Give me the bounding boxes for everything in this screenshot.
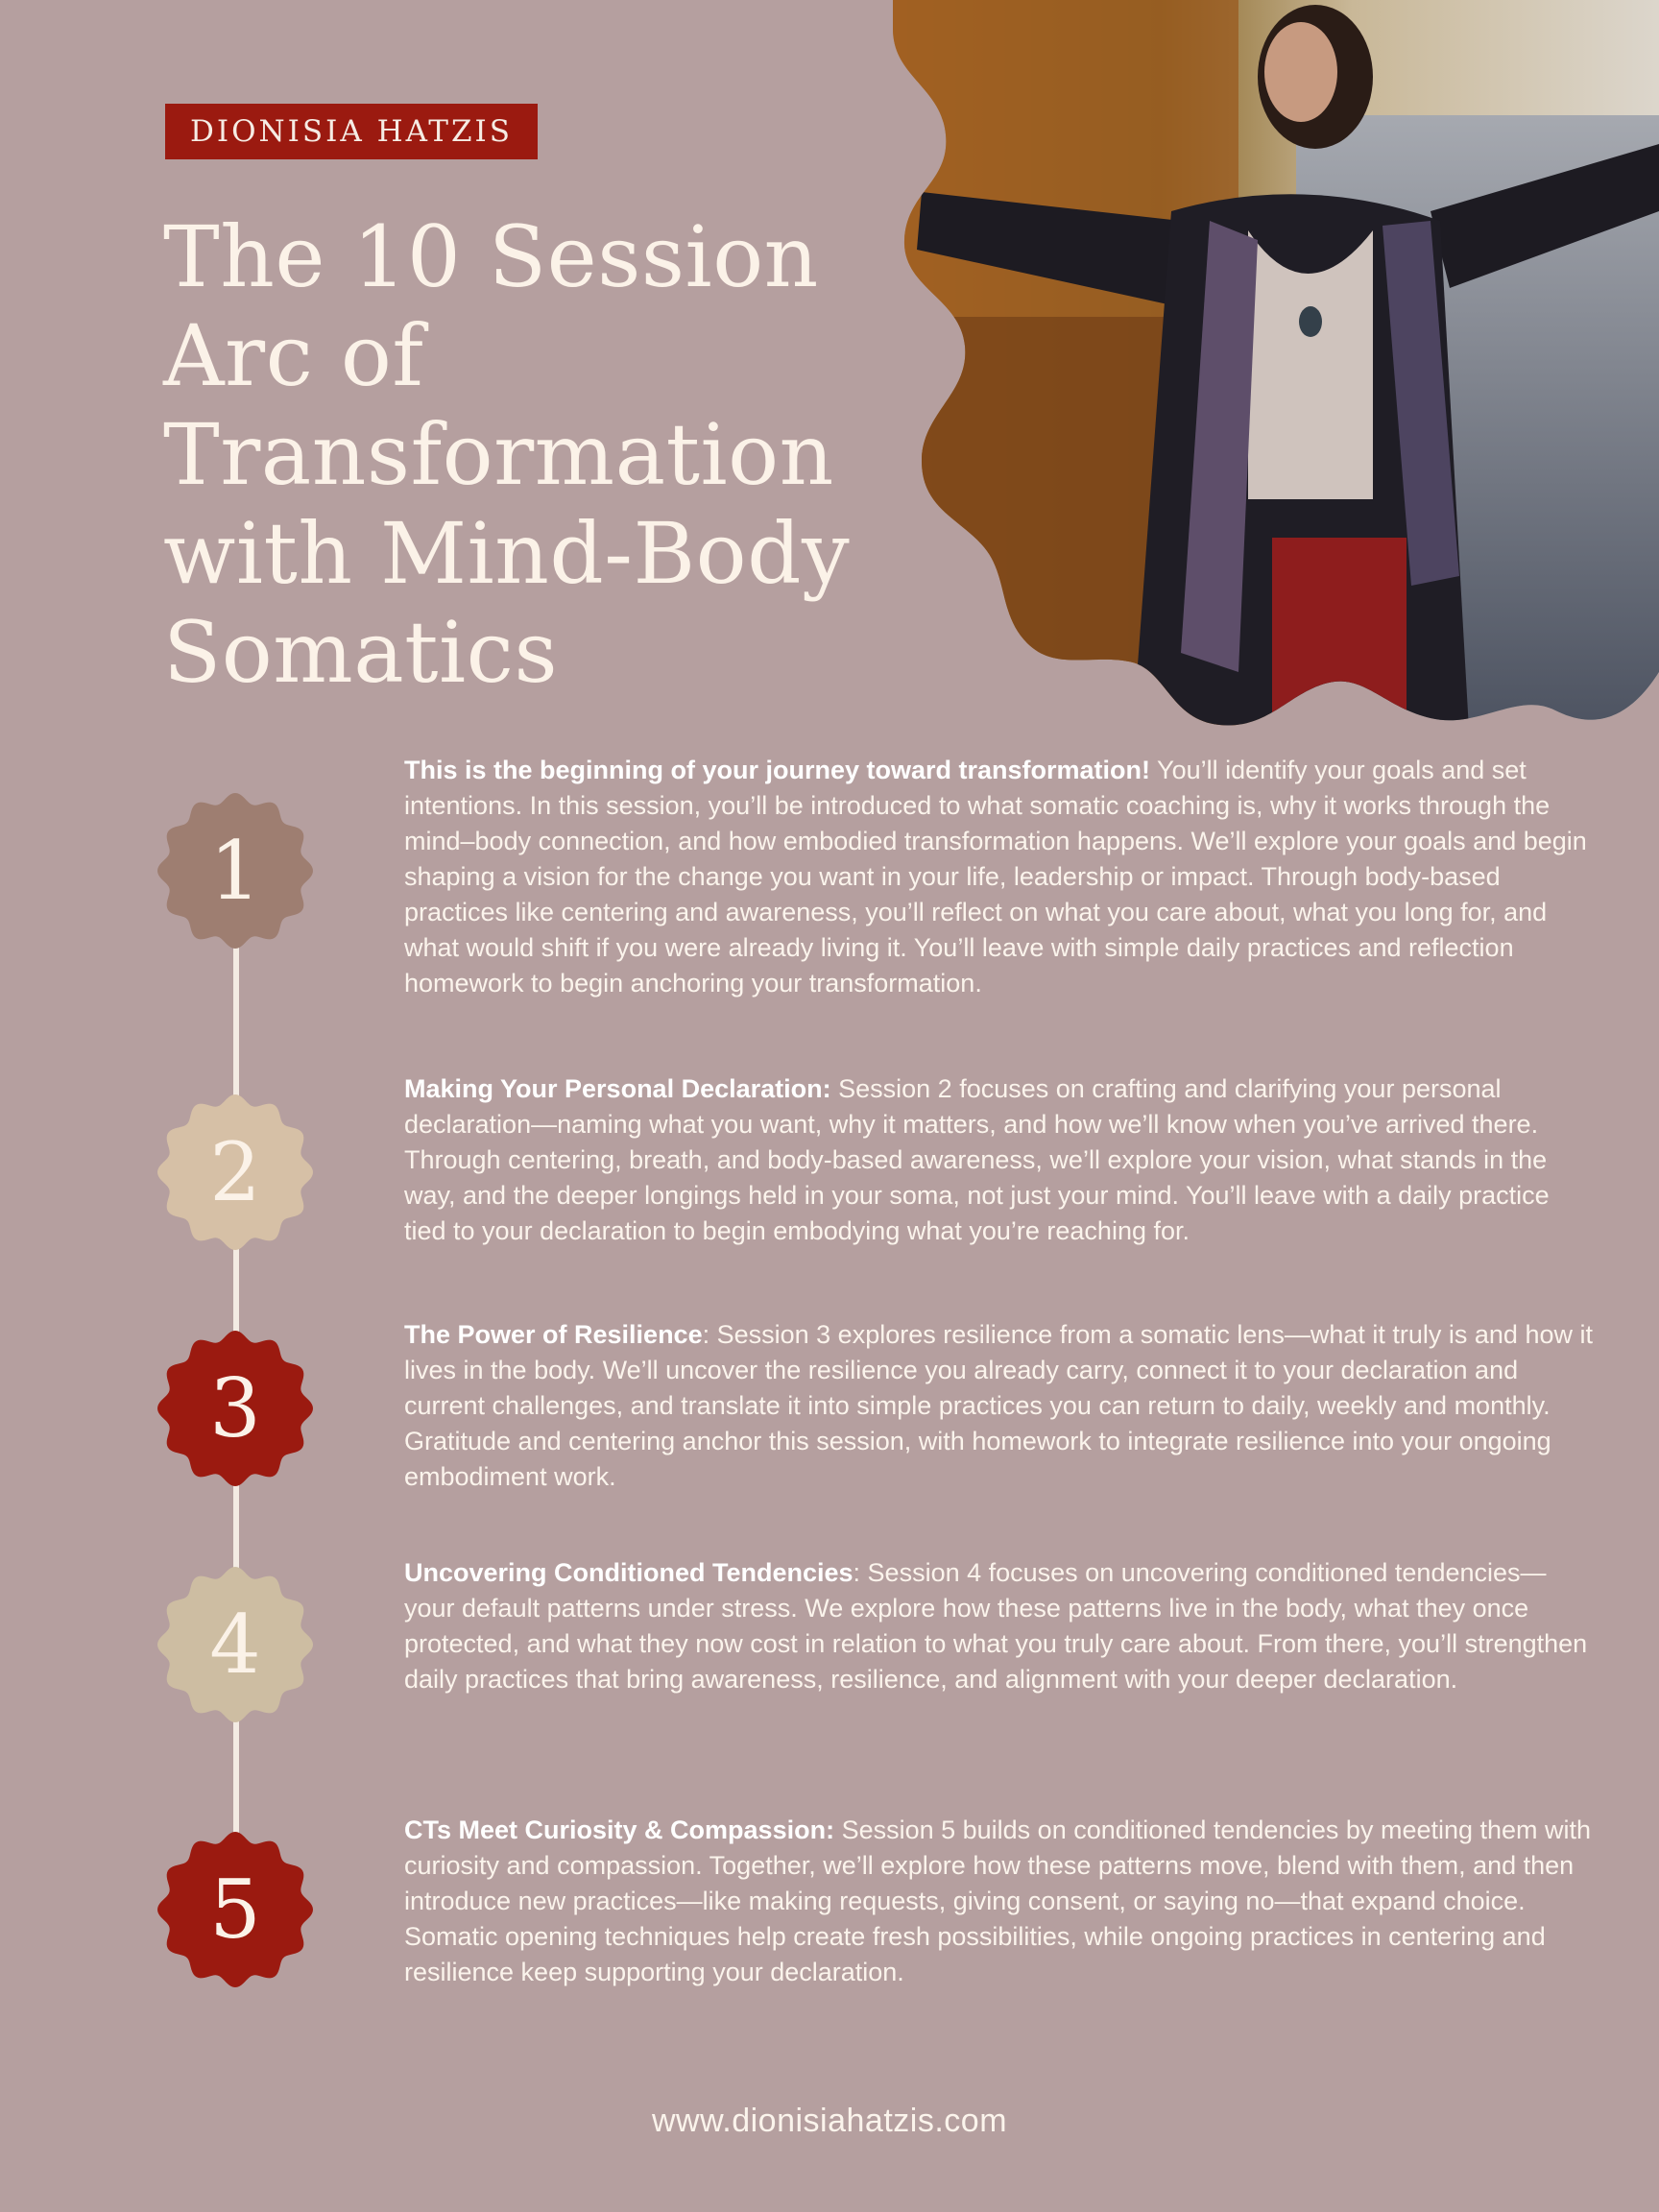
session-number: 5 [209, 1863, 261, 1957]
session-5-badge [154, 1828, 317, 1991]
author-name-badge: DIONISIA HATZIS [165, 104, 538, 159]
session-body: : Session 4 focuses on uncovering conditioned tendencies—your default patterns under stress. We explore how these patterns live in the body, what they once protected, and what they now cost in relation to what you truly care about. From there, you’ll strengthen daily practices that bring awareness, resilience, and alignment with your deeper declaration. [404, 1558, 1588, 1694]
session-body: : Session 3 explores resilience from a somatic lens—what it truly is and how it lives in the body. We’ll uncover the resilience you already carry, connect it to your declaration and current challenges, and translate it into simple practices you can return to daily, weekly and monthly. Gratitude and centering anchor this session, with homework to integrate resilience into your ongoing embodiment work. [404, 1320, 1593, 1491]
session-body: You’ll identify your goals and set intentions. In this session, you’ll be introduced to what somatic coaching is, why it works through the mind–body connection, and how embodied transformation happens. We’ll explore your goals and begin shaping a vision for the change you want in your life, leadership or impact. Through body-based practices like centering and awareness, you’ll reflect on what you care about, what you long for, and what would shift if you were already living it. You’ll leave with simple daily practices and reflection homework to begin anchoring your transformation. [404, 756, 1587, 998]
session-1-badge [154, 789, 317, 952]
website-link[interactable]: www.dionisiahatzis.com [651, 2103, 1008, 2139]
session-number: 3 [209, 1361, 261, 1455]
session-1-description [404, 753, 1595, 1001]
session-3-badge [154, 1327, 317, 1490]
title-line: Transformation [163, 405, 834, 504]
session-4-description [404, 1555, 1595, 1697]
hero-photo [893, 0, 1659, 730]
session-heading: This is the beginning of your journey toward transformation! [404, 756, 1151, 784]
session-body: Session 2 focuses on crafting and clarifying your personal declaration—naming what you want, why it matters, and how we’ll know when you’ve arrived there. Through centering, breath, and body-based awareness, we’ll explore your vision, what stands in the way, and the deeper longings held in your soma, not just your mind. You’ll leave with a daily practice tied to your declaration to begin embodying what you’re reaching for. [404, 1074, 1550, 1245]
session-number: 1 [209, 824, 261, 918]
session-5-description [404, 1813, 1595, 1990]
session-3-description [404, 1317, 1595, 1495]
title-line: with Mind-Body [163, 504, 851, 603]
session-4-badge [154, 1563, 317, 1726]
session-heading: The Power of Resilience [404, 1320, 703, 1349]
page-title [163, 207, 854, 702]
session-number: 2 [209, 1125, 261, 1219]
session-heading: Making Your Personal Declaration: [404, 1074, 831, 1103]
session-heading: Uncovering Conditioned Tendencies [404, 1558, 854, 1587]
title-line: Arc of [163, 306, 424, 405]
session-number: 4 [209, 1598, 261, 1692]
session-2-description [404, 1071, 1595, 1249]
session-heading: CTs Meet Curiosity & Compassion: [404, 1815, 835, 1844]
session-2-badge [154, 1091, 317, 1254]
session-body: Session 5 builds on conditioned tendencies by meeting them with curiosity and compassion. Together, we’ll explore how these patterns move, blend with them, and then introduce new practices—like making requests, giving consent, or saying no—that expand choice. Somatic opening techniques help create fresh possibilities, while ongoing practices in centering and resilience keep supporting your declaration. [404, 1815, 1592, 1986]
title-line: The 10 Session [163, 207, 819, 306]
title-line: Somatics [163, 603, 559, 702]
